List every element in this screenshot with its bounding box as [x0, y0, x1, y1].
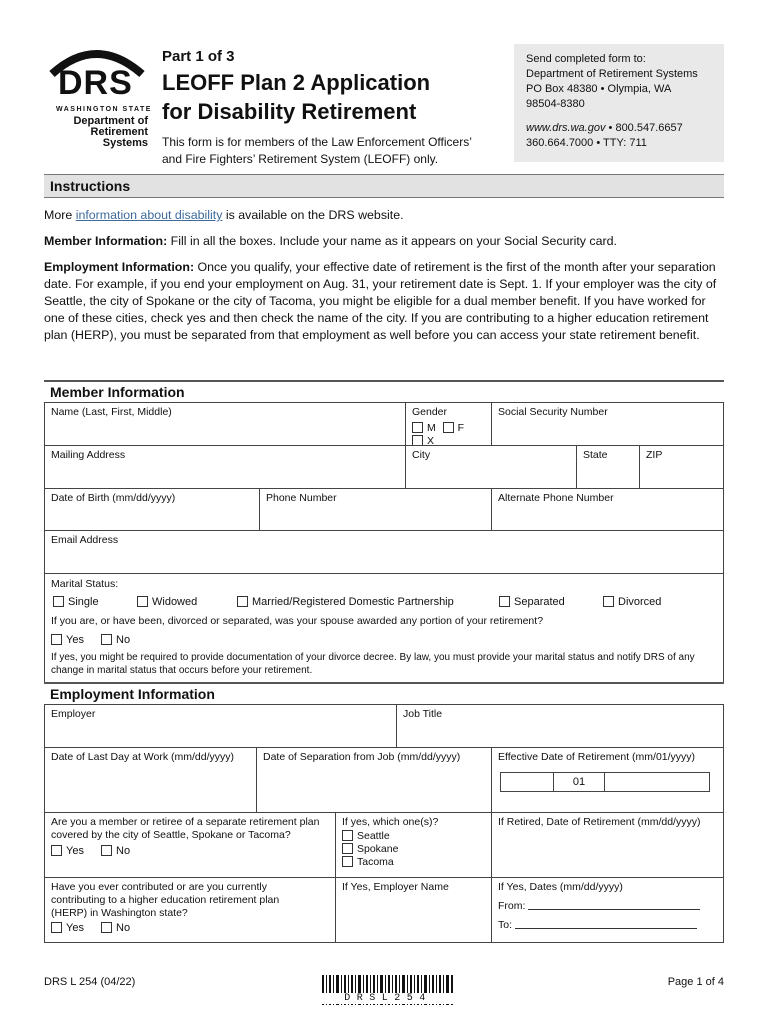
effective-day-value: 01: [553, 773, 605, 791]
disability-info-link[interactable]: information about disability: [75, 208, 223, 222]
gender-field: Gender M F X: [405, 402, 492, 446]
last-day-field[interactable]: Date of Last Day at Work (mm/dd/yyyy): [44, 747, 257, 813]
gender-m-checkbox[interactable]: [412, 422, 423, 433]
email-field[interactable]: Email Address: [44, 530, 724, 574]
separated-checkbox[interactable]: [499, 596, 510, 607]
herp-yes-checkbox[interactable]: [51, 922, 62, 933]
effective-date-section: Effective Date of Retirement (mm/01/yyyy): [491, 747, 724, 813]
separation-date-field[interactable]: Date of Separation from Job (mm/dd/yyyy): [256, 747, 492, 813]
widowed-checkbox[interactable]: [137, 596, 148, 607]
spouse-yes-checkbox[interactable]: [51, 634, 62, 645]
instructions-member: Member Information: Fill in all the boxes. Include your name as it appears on your Social Security card.: [44, 234, 617, 248]
phone-field[interactable]: Phone Number: [259, 488, 492, 531]
spouse-no-checkbox[interactable]: [101, 634, 112, 645]
herp-to-input[interactable]: [515, 920, 697, 929]
marital-status-section: Marital Status: Single Widowed Married/Registered Domestic Partnership Separated Divorced If you are, or have been, divorced or separated, was your spouse awarded any portion of your retirement? Yes No If yes, you might be required to provide documentation of your divorce decree. By law, you must provide your marital status and notify DRS of any change in marital status that occurs before your retirement.: [44, 573, 724, 683]
logo-dept: Department of Retirement Systems: [73, 115, 148, 149]
seattle-checkbox[interactable]: [342, 830, 353, 841]
herp-question: Have you ever contributed or are you currently contributing to a higher education retirement plan (HERP) in Washington state? Yes No: [44, 877, 336, 943]
which-city-section: If yes, which one(s)? Seattle Spokane Tacoma: [335, 812, 492, 878]
herp-dates-section: If Yes, Dates (mm/dd/yyyy) From: To:: [491, 877, 724, 943]
dob-field[interactable]: Date of Birth (mm/dd/yyyy): [44, 488, 260, 531]
city-plan-no-checkbox[interactable]: [101, 845, 112, 856]
instructions-heading: Instructions: [44, 174, 724, 198]
job-title-field[interactable]: Job Title: [396, 704, 724, 748]
website-link[interactable]: www.drs.wa.gov: [526, 122, 606, 134]
drs-logo: [44, 44, 154, 149]
page-subtitle: This form is for members of the Law Enforcement Officers’ and Fire Fighters’ Retirement System (LEOFF) only.: [162, 135, 472, 166]
zip-field[interactable]: ZIP: [639, 445, 724, 489]
instructions-employment: Employment Information: Once you qualify, your effective date of retirement is the first of the month after your separation date. For example, if you end your employment on Aug. 31, your retirement date is Sept. 1. If your employer was the city of Seattle, the city of Spokane or the city of Tacoma, you might be eligible for a dual member benefit. If you have worked for one of these cities, check yes and then check the name of the city. If you are contributing to a higher education retirement plan (HERP), you must be separated from that employment as well before you can access your state retirement benefit.: [44, 260, 717, 342]
part-label: Part 1 of 3: [162, 48, 235, 65]
effective-date-input[interactable]: [500, 772, 710, 792]
logo-state: WASHINGTON STATE: [56, 106, 152, 113]
city-plan-question: Are you a member or retiree of a separate retirement plan covered by the city of Seattle, Spokane or Tacoma? Yes No: [44, 812, 336, 878]
state-field[interactable]: State: [576, 445, 640, 489]
form-id: DRS L 254 (04/22): [44, 976, 136, 988]
instructions-more: More information about disability is available on the DRS website.: [44, 208, 404, 222]
mailing-address-field[interactable]: Mailing Address: [44, 445, 406, 489]
retired-date-field[interactable]: If Retired, Date of Retirement (mm/dd/yyyy): [491, 812, 724, 878]
send-to-box: Send completed form to: Department of Retirement Systems PO Box 48380 • Olympia, WA 98504-8380 www.drs.wa.gov • 800.547.6657 360.664.7000 • TTY: 711: [514, 44, 724, 162]
ssn-field[interactable]: Social Security Number: [491, 402, 724, 446]
employment-info-heading: Employment Information: [44, 682, 724, 704]
member-info-heading: Member Information: [44, 380, 724, 402]
tacoma-checkbox[interactable]: [342, 856, 353, 867]
spokane-checkbox[interactable]: [342, 843, 353, 854]
barcode-text: DRSL254: [322, 993, 454, 1004]
page-title: LEOFF Plan 2 Application for Disability Retirement: [162, 70, 431, 124]
herp-employer-field[interactable]: If Yes, Employer Name: [335, 877, 492, 943]
gender-f-checkbox[interactable]: [443, 422, 454, 433]
city-plan-yes-checkbox[interactable]: [51, 845, 62, 856]
logo-brand: DRS: [58, 64, 133, 102]
employer-field[interactable]: Employer: [44, 704, 397, 748]
herp-no-checkbox[interactable]: [101, 922, 112, 933]
alt-phone-field[interactable]: Alternate Phone Number: [491, 488, 724, 531]
single-checkbox[interactable]: [53, 596, 64, 607]
city-field[interactable]: City: [405, 445, 577, 489]
herp-from-input[interactable]: [528, 901, 700, 910]
page-number: Page 1 of 4: [667, 976, 724, 988]
married-checkbox[interactable]: [237, 596, 248, 607]
name-field[interactable]: Name (Last, First, Middle): [44, 402, 406, 446]
divorced-checkbox[interactable]: [603, 596, 614, 607]
